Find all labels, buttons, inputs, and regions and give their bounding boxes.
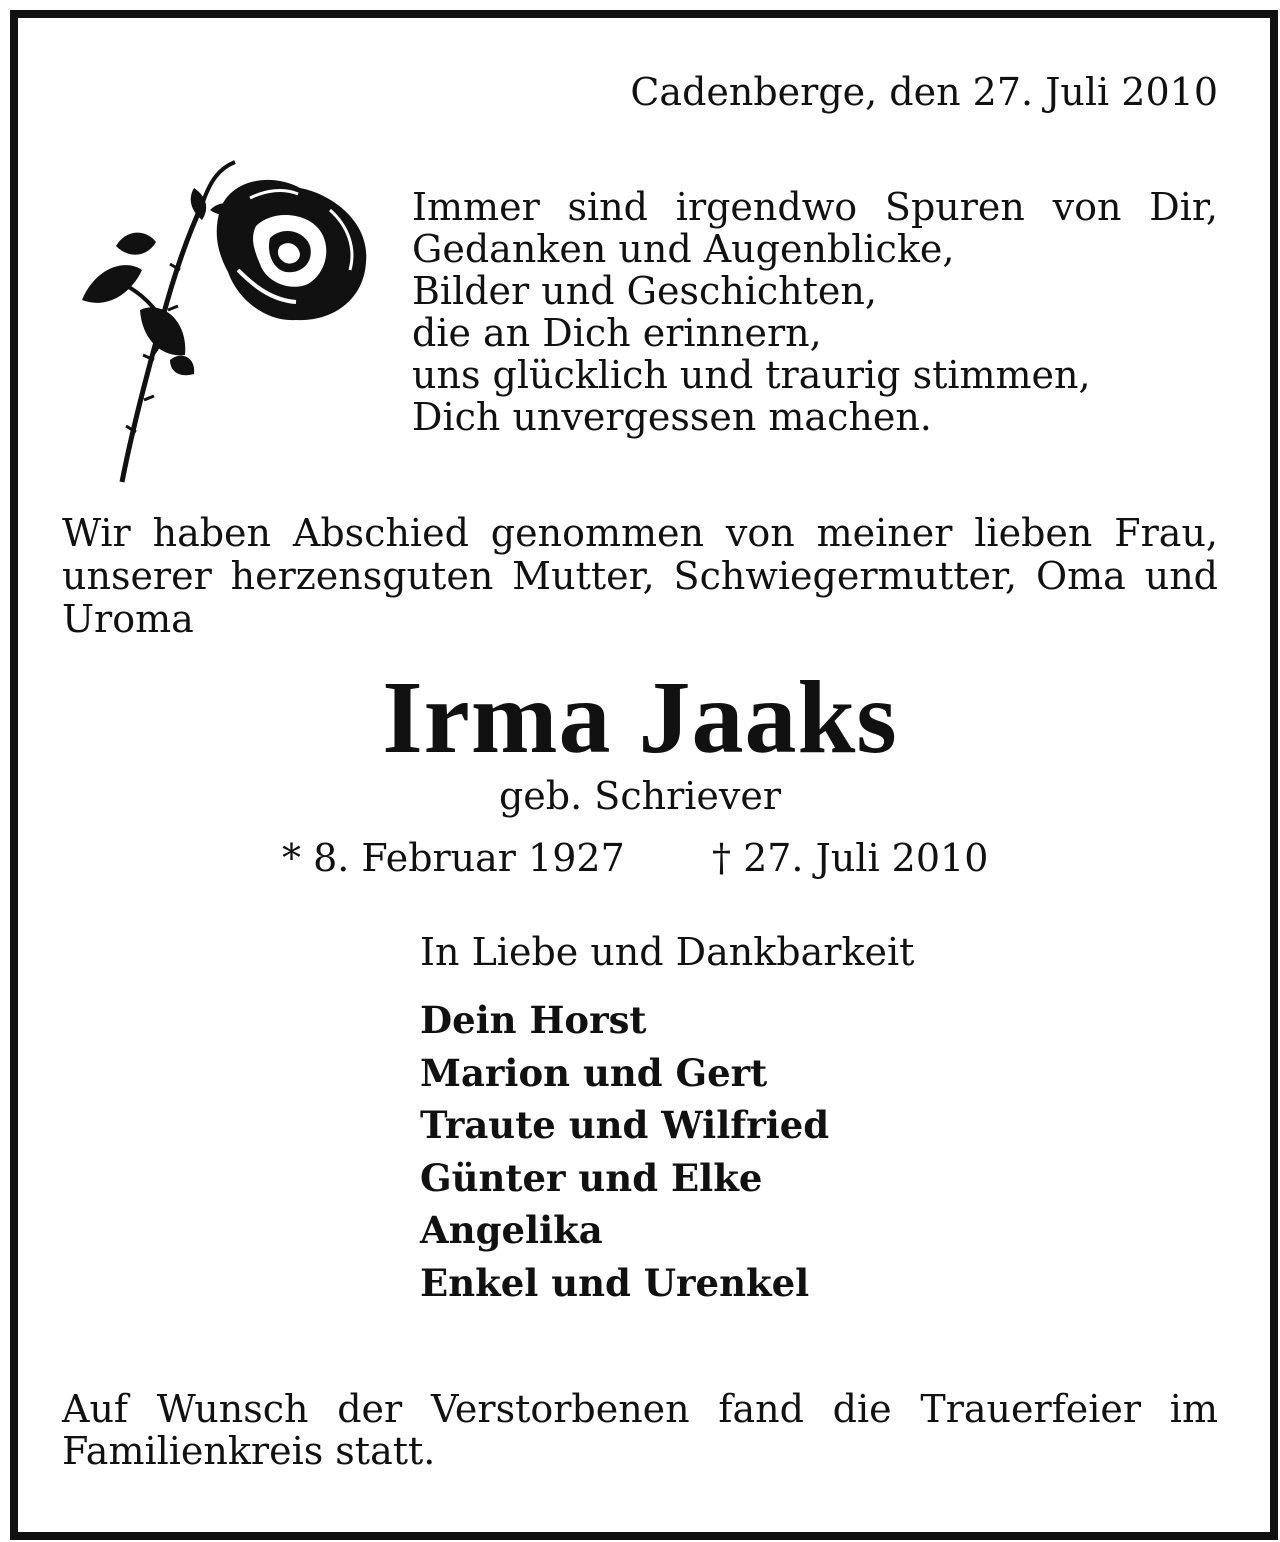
mourners (420, 930, 914, 1310)
mourner-name: Günter und Elke (420, 1155, 763, 1200)
poem-line: Immer sind irgendwo Spuren von Dir, (412, 185, 1218, 229)
rose-icon (70, 150, 380, 490)
mourner-name: Traute und Wilfried (420, 1103, 830, 1148)
mourner-name: Marion und Gert (420, 1050, 768, 1095)
mourner-name: Dein Horst (420, 998, 647, 1042)
poem-line: Dich unvergessen machen. (412, 395, 932, 439)
poem-line: die an Dich erinnern, (412, 311, 822, 355)
mourner-name: Enkel und Urenkel (420, 1260, 810, 1305)
death-date: † 27. Juli 2010 (712, 836, 989, 880)
farewell-line: unserer herzensguten Mutter, Schwiegermutter, Oma und (62, 554, 1218, 598)
closing-note (62, 1388, 1218, 1472)
closing-line: Familienkreis statt. (62, 1429, 436, 1473)
closing-line: Auf Wunsch der Verstorbenen fand die Trauerfeier im (62, 1387, 1218, 1431)
mourners-intro: In Liebe und Dankbarkeit (420, 930, 915, 974)
deceased-name: Irma Jaaks (382, 660, 898, 775)
poem-line: Gedanken und Augenblicke, (412, 227, 955, 271)
farewell-line: Wir haben Abschied genommen von meiner lieben Frau, (62, 511, 1218, 555)
birth-date: * 8. Februar 1927 (282, 836, 625, 880)
poem-line: uns glücklich und traurig stimmen, (412, 353, 1091, 397)
mourner-name: Angelika (420, 1208, 603, 1253)
farewell-line: Uroma (62, 597, 194, 641)
farewell-text (62, 512, 1218, 641)
place-date: Cadenberge, den 27. Juli 2010 (630, 70, 1218, 114)
poem (412, 186, 1218, 438)
maiden-name: geb. Schriever (498, 774, 781, 818)
poem-line: Bilder und Geschichten, (412, 269, 877, 313)
